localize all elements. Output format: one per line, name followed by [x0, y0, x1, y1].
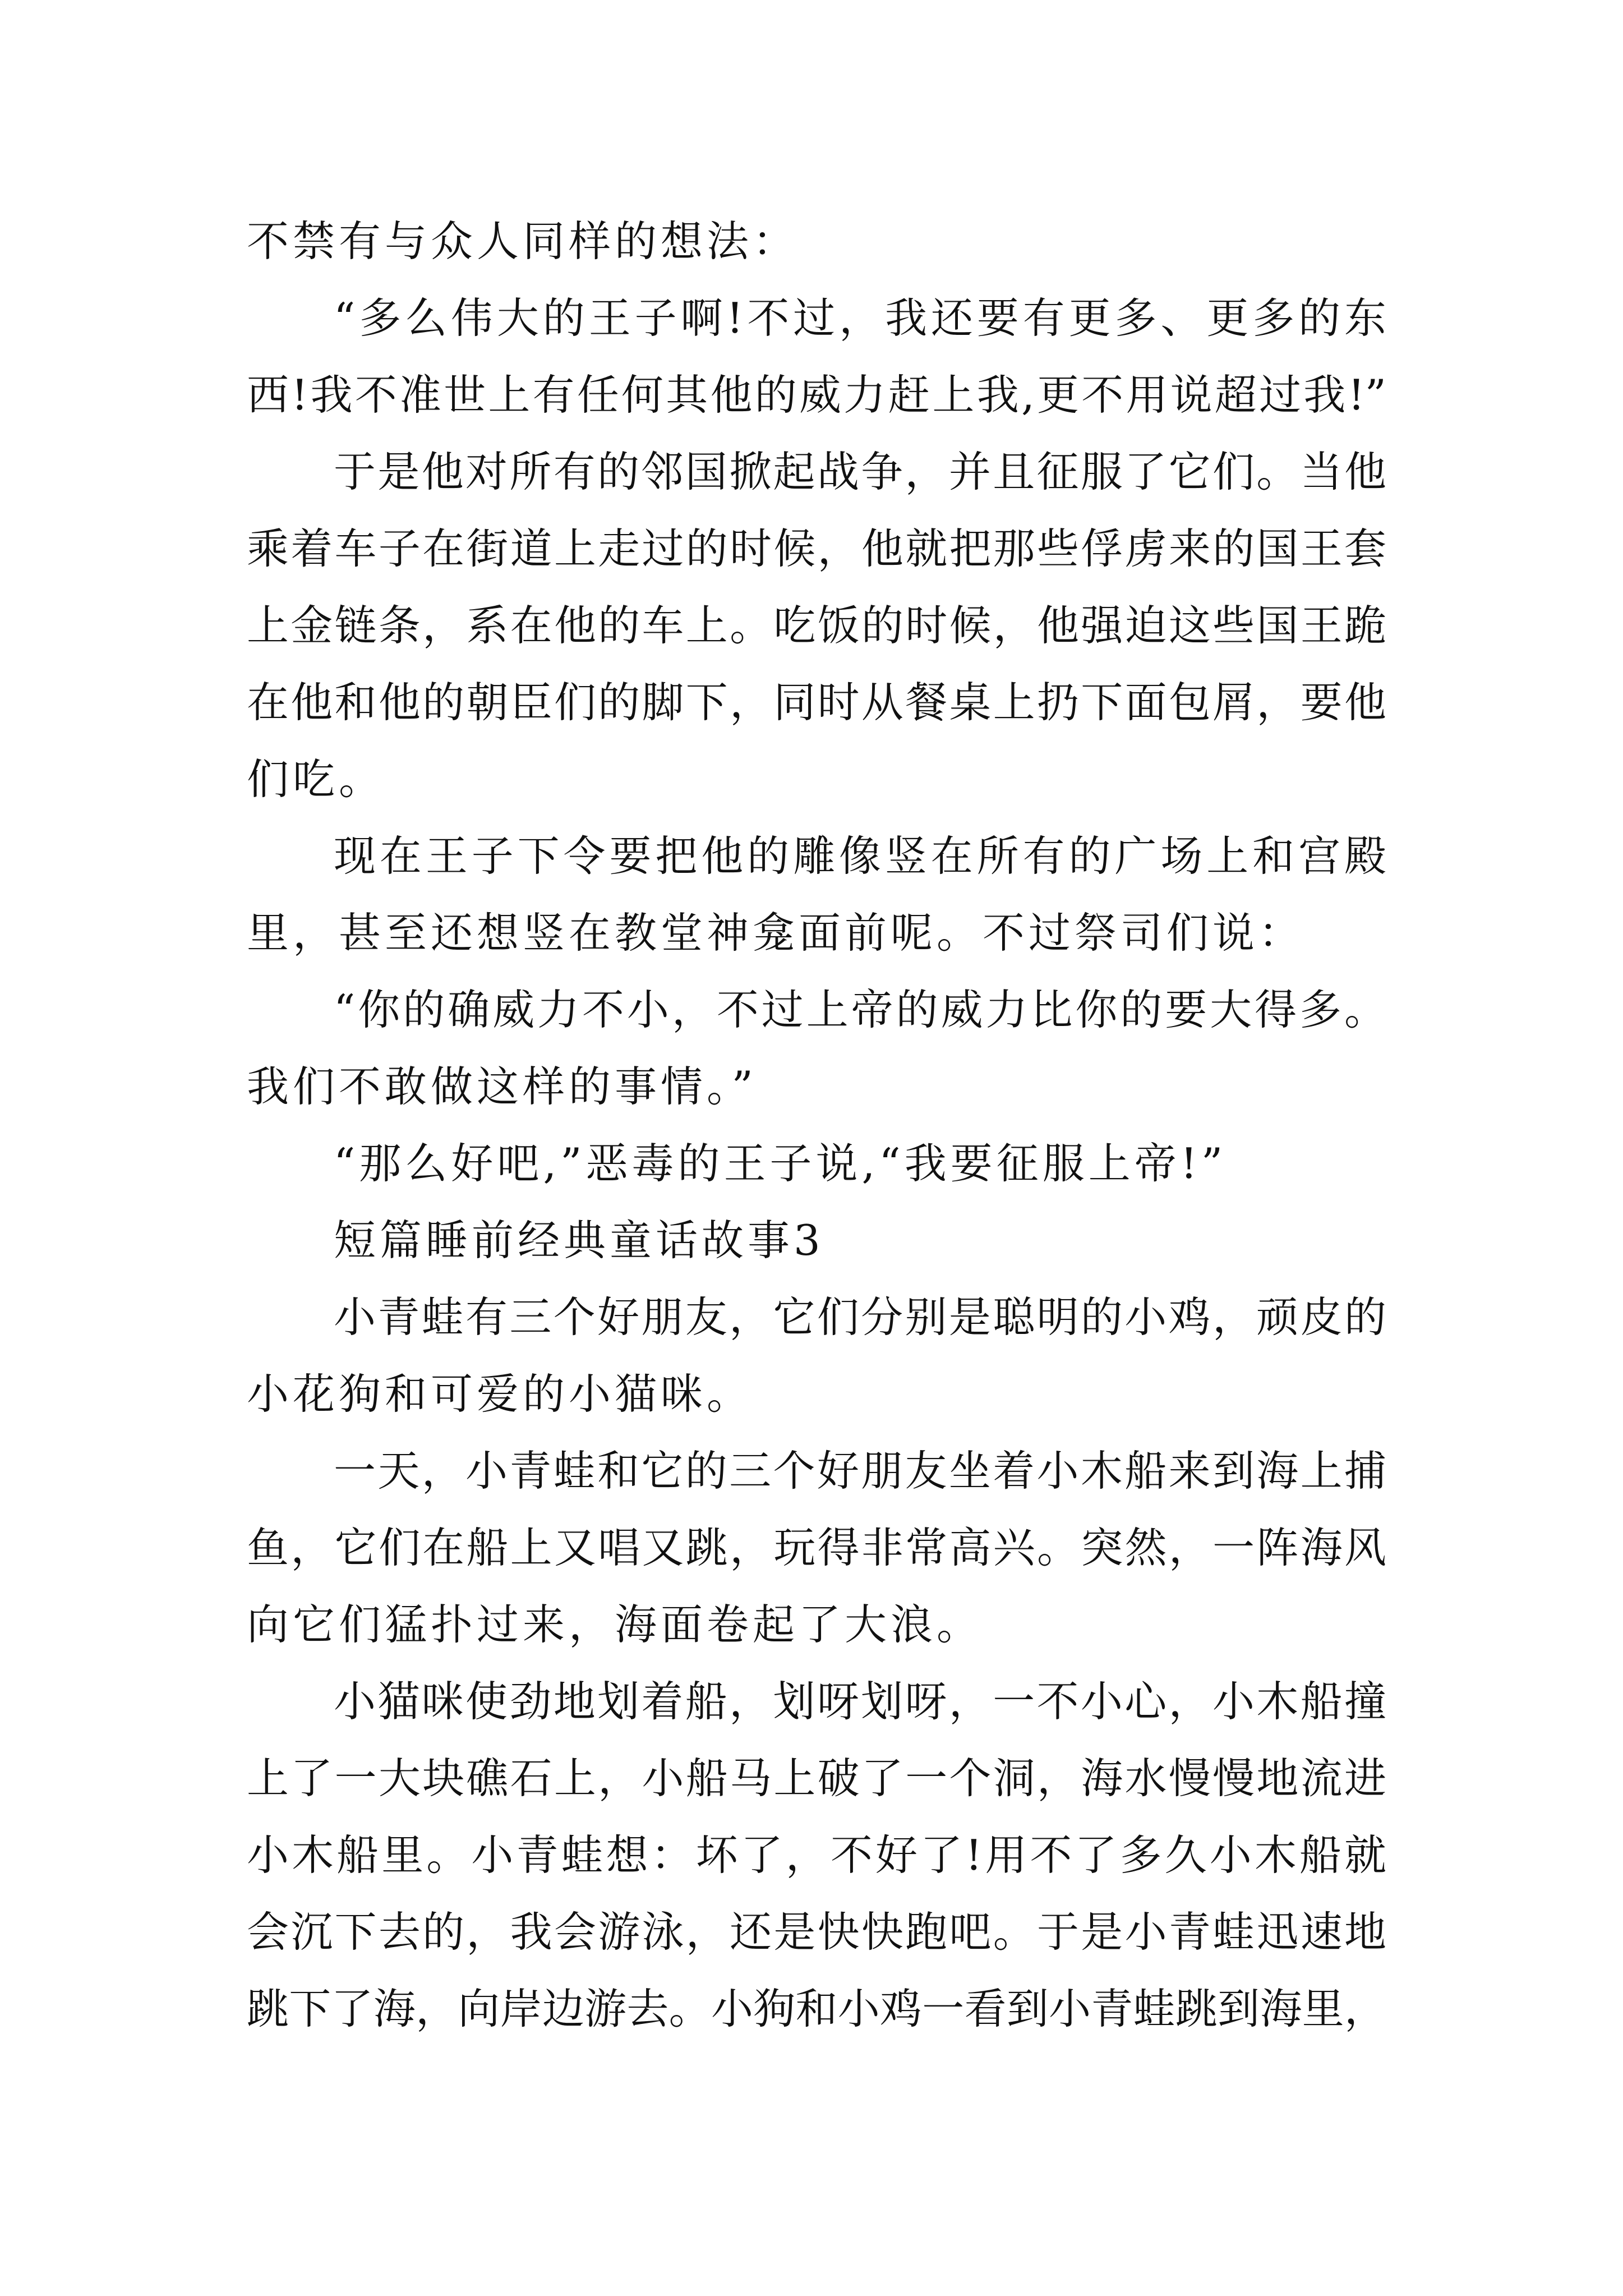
text-line: 小青蛙有三个好朋友，它们分别是聪明的小鸡，顽皮的 — [334, 1292, 1386, 1342]
text-line: 上了一大块礁石上，小船马上破了一个洞，海水慢慢地流进 — [247, 1754, 1386, 1803]
story-text — [247, 203, 1386, 2047]
text-line: 在他和他的朝臣们的脚下，同时从餐桌上扔下面包屑，要他 — [247, 678, 1386, 727]
text-line: 跳下了海，向岸边游去。小狗和小鸡一看到小青蛙跳到海里， — [247, 1984, 1386, 2033]
text-line: “那么好吧,”恶毒的王子说,“我要征服上帝!” — [334, 1139, 1227, 1188]
text-line: “你的确威力不小，不过上帝的威力比你的要大得多。 — [334, 985, 1386, 1034]
text-line: 西!我不准世上有任何其他的威力赶上我,更不用说超过我!” — [247, 370, 1386, 420]
text-line: “多么伟大的王子啊!不过，我还要有更多、更多的东 — [334, 293, 1386, 343]
text-line: 小猫咪使劲地划着船，划呀划呀，一不小心，小木船撞 — [334, 1677, 1386, 1726]
text-line: 不禁有与众人同样的想法： — [247, 217, 799, 266]
text-line: 一天，小青蛙和它的三个好朋友坐着小木船来到海上捕 — [334, 1446, 1386, 1496]
section-heading: 短篇睡前经典童话故事3 — [334, 1216, 824, 1265]
text-line: 乘着车子在街道上走过的时候，他就把那些俘虏来的国王套 — [247, 524, 1386, 573]
text-line: 现在王子下令要把他的雕像竖在所有的广场上和宫殿 — [334, 831, 1386, 881]
text-line: 鱼，它们在船上又唱又跳，玩得非常高兴。突然，一阵海风 — [247, 1523, 1386, 1572]
text-line: 向它们猛扑过来，海面卷起了大浪。 — [247, 1600, 983, 1649]
text-line: 小木船里。小青蛙想：坏了，不好了!用不了多久小木船就 — [247, 1830, 1386, 1880]
text-line: 于是他对所有的邻国掀起战争，并且征服了它们。当他 — [334, 447, 1386, 496]
text-line: 里，甚至还想竖在教堂神龛面前呢。不过祭司们说： — [247, 908, 1305, 958]
text-line: 我们不敢做这样的事情。” — [247, 1062, 757, 1111]
text-line: 们吃。 — [247, 754, 385, 804]
text-line: 上金链条，系在他的车上。吃饭的时候，他强迫这些国王跪 — [247, 601, 1386, 650]
text-line: 会沉下去的，我会游泳，还是快快跑吧。于是小青蛙迅速地 — [247, 1907, 1386, 1957]
text-line: 小花狗和可爱的小猫咪。 — [247, 1369, 753, 1419]
